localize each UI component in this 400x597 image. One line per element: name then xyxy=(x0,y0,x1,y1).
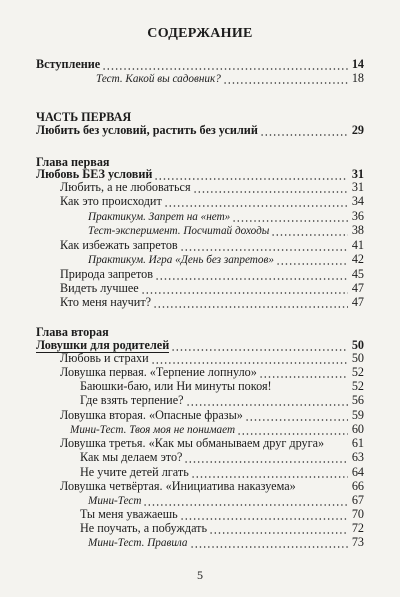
dot-leader xyxy=(184,453,348,463)
toc-entry[interactable] xyxy=(60,282,364,295)
toc-entry[interactable] xyxy=(80,380,364,393)
toc-entry[interactable] xyxy=(60,409,364,422)
toc-entry-label: Где взять терпение? xyxy=(80,393,184,407)
toc-entry-label: Как это происходит xyxy=(60,194,162,208)
toc-entry-label: Любить, а не любоваться xyxy=(60,180,191,194)
dot-leader xyxy=(237,425,348,435)
toc-entry-label: Кто меня научит? xyxy=(60,295,152,309)
dot-leader xyxy=(276,255,348,265)
dot-leader xyxy=(186,396,348,406)
toc-entry[interactable] xyxy=(80,394,364,407)
toc-entry-label: Природа запретов xyxy=(60,267,154,281)
toc-page-number: 50 xyxy=(351,351,364,365)
dot-leader xyxy=(153,298,348,308)
toc-entry[interactable] xyxy=(80,508,364,521)
dot-leader xyxy=(155,270,348,280)
dot-leader xyxy=(143,496,348,506)
toc-entry[interactable] xyxy=(60,480,364,493)
dot-leader xyxy=(271,226,348,236)
toc-page-number: 42 xyxy=(351,252,364,266)
toc-entry-label: Ты меня уважаешь xyxy=(80,507,178,521)
toc-page-number: 59 xyxy=(351,408,364,422)
toc-entry[interactable] xyxy=(60,366,364,379)
dot-leader xyxy=(154,170,348,180)
chapter-heading: Глава первая xyxy=(36,155,110,169)
page-title: СОДЕРЖАНИЕ xyxy=(147,26,253,41)
toc-entry[interactable] xyxy=(80,451,364,464)
toc-page-number: 64 xyxy=(351,465,364,479)
toc-entry[interactable] xyxy=(60,268,364,281)
toc-page-number: 52 xyxy=(351,379,364,393)
toc-entry-label: Практикум. Игра «День без запретов» xyxy=(88,254,274,266)
dot-leader xyxy=(180,510,348,520)
toc-entry[interactable] xyxy=(60,352,364,365)
toc-entry-label: Ловушка вторая. «Опасные фразы» xyxy=(60,408,243,422)
toc-page-number: 41 xyxy=(351,238,364,252)
toc-entry[interactable] xyxy=(60,181,364,194)
toc-entry-label: Любить без условий, растить без усилий xyxy=(36,123,258,137)
toc-page-number: 38 xyxy=(351,223,364,237)
dot-leader xyxy=(274,382,348,392)
toc-entry-label: Вступление xyxy=(36,57,101,71)
toc-page-number: 14 xyxy=(351,57,364,71)
toc-entry-introduction[interactable] xyxy=(36,58,364,71)
chapter-heading: Глава вторая xyxy=(36,325,109,339)
toc-entry-label: Мини-Тест. Твоя моя не понимает xyxy=(70,424,236,436)
dot-leader xyxy=(193,183,348,193)
dot-leader xyxy=(259,368,348,378)
dot-leader xyxy=(223,74,348,84)
toc-entry-label: Любовь и страхи xyxy=(60,351,149,365)
toc-page-number: 18 xyxy=(351,71,364,85)
toc-entry[interactable] xyxy=(88,210,364,224)
toc-entry[interactable] xyxy=(60,437,364,450)
toc-entry-test-gardener[interactable] xyxy=(96,72,364,86)
toc-entry-label: Ловушки для родителей xyxy=(36,338,170,352)
toc-entry-label: Не поучать, а побуждать xyxy=(80,521,208,535)
toc-page-number: 52 xyxy=(351,365,364,379)
part-heading: ЧАСТЬ ПЕРВАЯ xyxy=(36,110,132,124)
toc-page-number: 47 xyxy=(351,295,364,309)
toc-page-number: 56 xyxy=(351,393,364,407)
toc-entry-label: Тест-эксперимент. Посчитай доходы xyxy=(88,225,270,237)
toc-page-number: 73 xyxy=(351,535,364,549)
toc-entry-label: Мини-Тест xyxy=(88,495,142,507)
toc-entry-label: Не учите детей лгать xyxy=(80,465,189,479)
toc-page-number: 61 xyxy=(351,436,364,450)
toc-entry[interactable] xyxy=(60,195,364,208)
dot-leader xyxy=(180,241,348,251)
toc-entry-label: Как мы делаем это? xyxy=(80,450,183,464)
toc-page-number: 47 xyxy=(351,281,364,295)
toc-entry[interactable] xyxy=(88,224,364,238)
dot-leader xyxy=(164,197,348,207)
toc-entry-label: Тест. Какой вы садовник? xyxy=(96,73,221,85)
dot-leader xyxy=(191,468,348,478)
page-number: 5 xyxy=(197,568,203,582)
dot-leader xyxy=(209,524,348,534)
toc-page-number: 31 xyxy=(351,167,364,181)
toc-entry[interactable] xyxy=(88,494,364,508)
toc-page-number: 66 xyxy=(351,479,364,493)
toc-entry[interactable] xyxy=(88,536,364,550)
dot-leader xyxy=(232,212,348,222)
toc-page-number: 29 xyxy=(351,123,364,137)
toc-page-number: 45 xyxy=(351,267,364,281)
toc-page-number: 34 xyxy=(351,194,364,208)
toc-page-number: 36 xyxy=(351,209,364,223)
toc-entry[interactable] xyxy=(60,239,364,252)
toc-page-number: 72 xyxy=(351,521,364,535)
dot-leader xyxy=(260,126,348,136)
toc-entry-part1-title[interactable] xyxy=(36,124,364,137)
dot-leader xyxy=(326,439,348,449)
toc-entry-label: Как избежать запретов xyxy=(60,238,178,252)
dot-leader xyxy=(190,538,348,548)
dot-leader xyxy=(141,284,348,294)
toc-entry-label: Баюшки-баю, или Ни минуты покоя! xyxy=(80,379,272,393)
toc-page-number: 50 xyxy=(351,338,364,352)
dot-leader xyxy=(298,482,348,492)
dot-leader xyxy=(245,411,348,421)
toc-entry[interactable] xyxy=(80,522,364,535)
toc-entry-label: Практикум. Запрет на «нет» xyxy=(88,211,231,223)
toc-entry-label: Ловушка первая. «Терпение лопнуло» xyxy=(60,365,257,379)
toc-entry[interactable] xyxy=(60,296,364,309)
toc-entry[interactable] xyxy=(70,423,364,437)
toc-entry-label: Ловушка третья. «Как мы обманываем друг друга» xyxy=(60,436,325,450)
toc-entry-label: Мини-Тест. Правила xyxy=(88,537,188,549)
toc-entry[interactable] xyxy=(80,466,364,479)
toc-entry-label: Любовь БЕЗ условий xyxy=(36,167,153,181)
dot-leader xyxy=(151,354,348,364)
toc-page-number: 67 xyxy=(351,493,364,507)
toc-page-number: 31 xyxy=(351,180,364,194)
dot-leader xyxy=(171,341,348,351)
toc-page-number: 60 xyxy=(351,422,364,436)
toc-entry[interactable] xyxy=(88,253,364,267)
toc-page-number: 70 xyxy=(351,507,364,521)
toc-entry-label: Видеть лучшее xyxy=(60,281,139,295)
toc-entry-label: Ловушка четвёртая. «Инициатива наказуема» xyxy=(60,479,296,493)
toc-page-number: 63 xyxy=(351,450,364,464)
dot-leader xyxy=(102,60,348,70)
